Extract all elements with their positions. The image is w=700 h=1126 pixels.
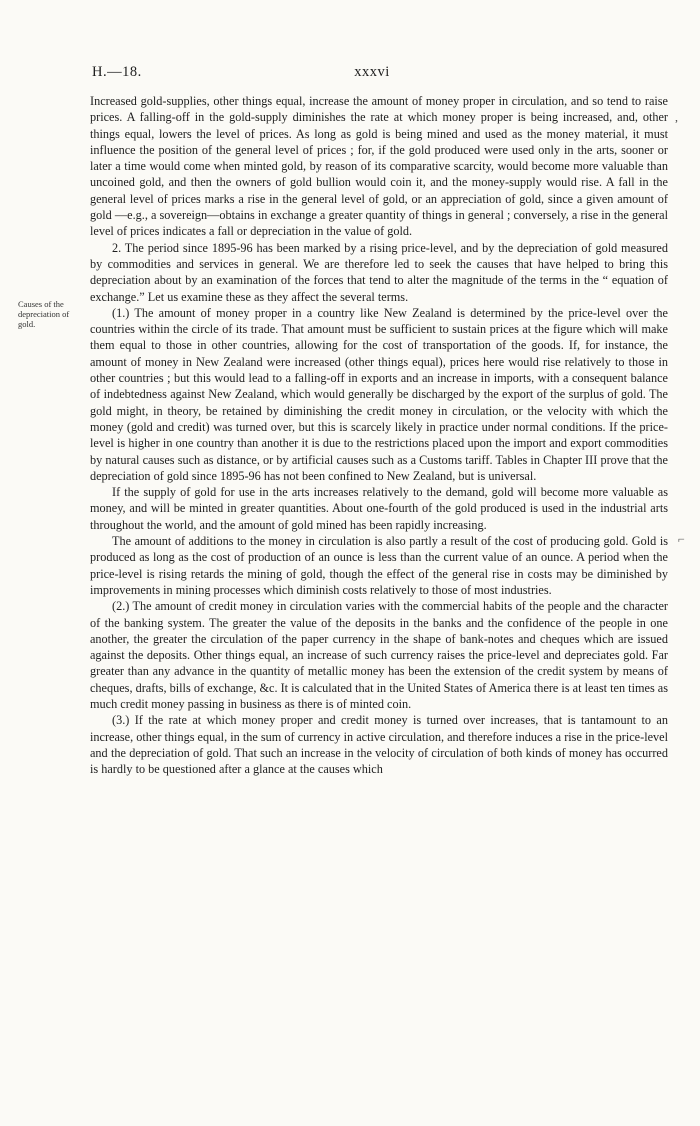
paragraph-velocity: (3.) If the rate at which money proper and credit money is turned over increases, that is tantamount to an increase, other things equal, in the sum of currency in active circulation, and therefore induces a rise in the price-level and the depreciation of gold. That such an increase in the velocity of circulation of both kinds of money has occurred is hardly to be questioned after a glance at the causes which <box>90 713 668 777</box>
paragraph-gold-supply: Increased gold-supplies, other things equal, increase the amount of money proper in circulation, and so tend to raise prices. A falling-off in the gold-supply diminishes the rate at which money proper is being increased, and, other things equal, lowers the level of prices. As long as gold is being mined and used as the money material, it must influence the position of the general level of prices ; for, if the gold produced were used only in the arts, sooner or later a time would come when minted gold, by reason of its comparative scarcity, would become more valuable than uncoined gold, and then the owners of gold bullion would coin it, and the money-supply would rise. A fall in the general level of prices marks a rise in the general level of gold, or an appreciation of gold, since a given amount of gold —e.g., a sovereign—obtains in exchange a greater quantity of things in general ; conversely, a rise in the general level of prices indicates a fall or depreciation in the value of gold. <box>90 94 668 239</box>
margin-note: Causes of the depreciation of gold. <box>18 299 70 329</box>
margin-mark: ⌐ <box>678 532 685 546</box>
paragraph-period-1895: 2. The period since 1895-96 has been marked by a rising price-level, and by the depreciation of gold measured by commodities and services in general. We are therefore led to seek the causes that have helped to bring this depreciation about by an examination of the forces that tend to alter the magnitude of the terms in the “ equation of exchange.” Let us examine these as they affect the several terms. <box>90 240 668 304</box>
margin-mark: , <box>675 110 678 124</box>
body-text <box>90 93 668 777</box>
paragraph-cost-production: The amount of additions to the money in circulation is also partly a result of the cost of producing gold. Gold is produced as long as the cost of production of an ounce is less than the current value of an ounce. A period when the price-level is rising retards the mining of gold, though the effect of the general rise in costs may be diminished by improvements in mining processes which diminish costs relatively to those of most industries. <box>90 534 668 597</box>
paragraph-credit-money: (2.) The amount of credit money in circulation varies with the commercial habits of the people and the character of the banking system. The greater the value of the deposits in the banks and the confidence of the people in one another, the greater the circulation of the paper currency in the shape of bank-notes and cheques which are issued against the deposits. Other things equal, an increase of such currency raises the price-level and depreciates gold. Far greater than any advance in the quantity of metallic money has been the extension of the credit system by means of cheques, drafts, bills of exchange, &c. It is calculated that in the United States of America there is at least ten times as much credit money passing in business as there is of minted coin. <box>90 599 668 711</box>
paragraph-money-proper: (1.) The amount of money proper in a country like New Zealand is determined by the price-level over the countries within the circle of its trade. That amount must be sufficient to sustain prices at the figure which will make them equal to those in other countries, allowing for the cost of transportation of the goods. If, for instance, the amount of money in New Zealand were increased (other things equal), prices here would rise relatively to those in other countries ; but this would lead to a falling-off in exports and an increase in imports, with a consequent balance of indebtedness against New Zealand, which would generally be discharged by the export of the surplus of gold. The gold might, in theory, be retained by diminishing the credit money in circulation, or the velocity with which the money (gold and credit) was turned over, but this is scarcely likely in practice under normal conditions. If the price-level is higher in one country than another it is due to the restrictions placed upon the import and export commodities by natural causes such as distance, or by artificial causes such as a Customs tariff. Tables in Chapter III prove that the depreciation of gold since 1895-96 has not been confined to New Zealand, but is universal. <box>90 305 668 483</box>
page-header <box>92 64 652 82</box>
paragraph-gold-arts: If the supply of gold for use in the arts increases relatively to the demand, gold will become more valuable as money, and will be minted in greater quantities. About one-fourth of the gold produced is used in the industrial arts throughout the world, and the amount of gold mined has been rapidly increasing. <box>90 485 668 532</box>
page-number: xxxvi <box>354 64 390 80</box>
document-reference: H.—18. <box>92 64 142 80</box>
